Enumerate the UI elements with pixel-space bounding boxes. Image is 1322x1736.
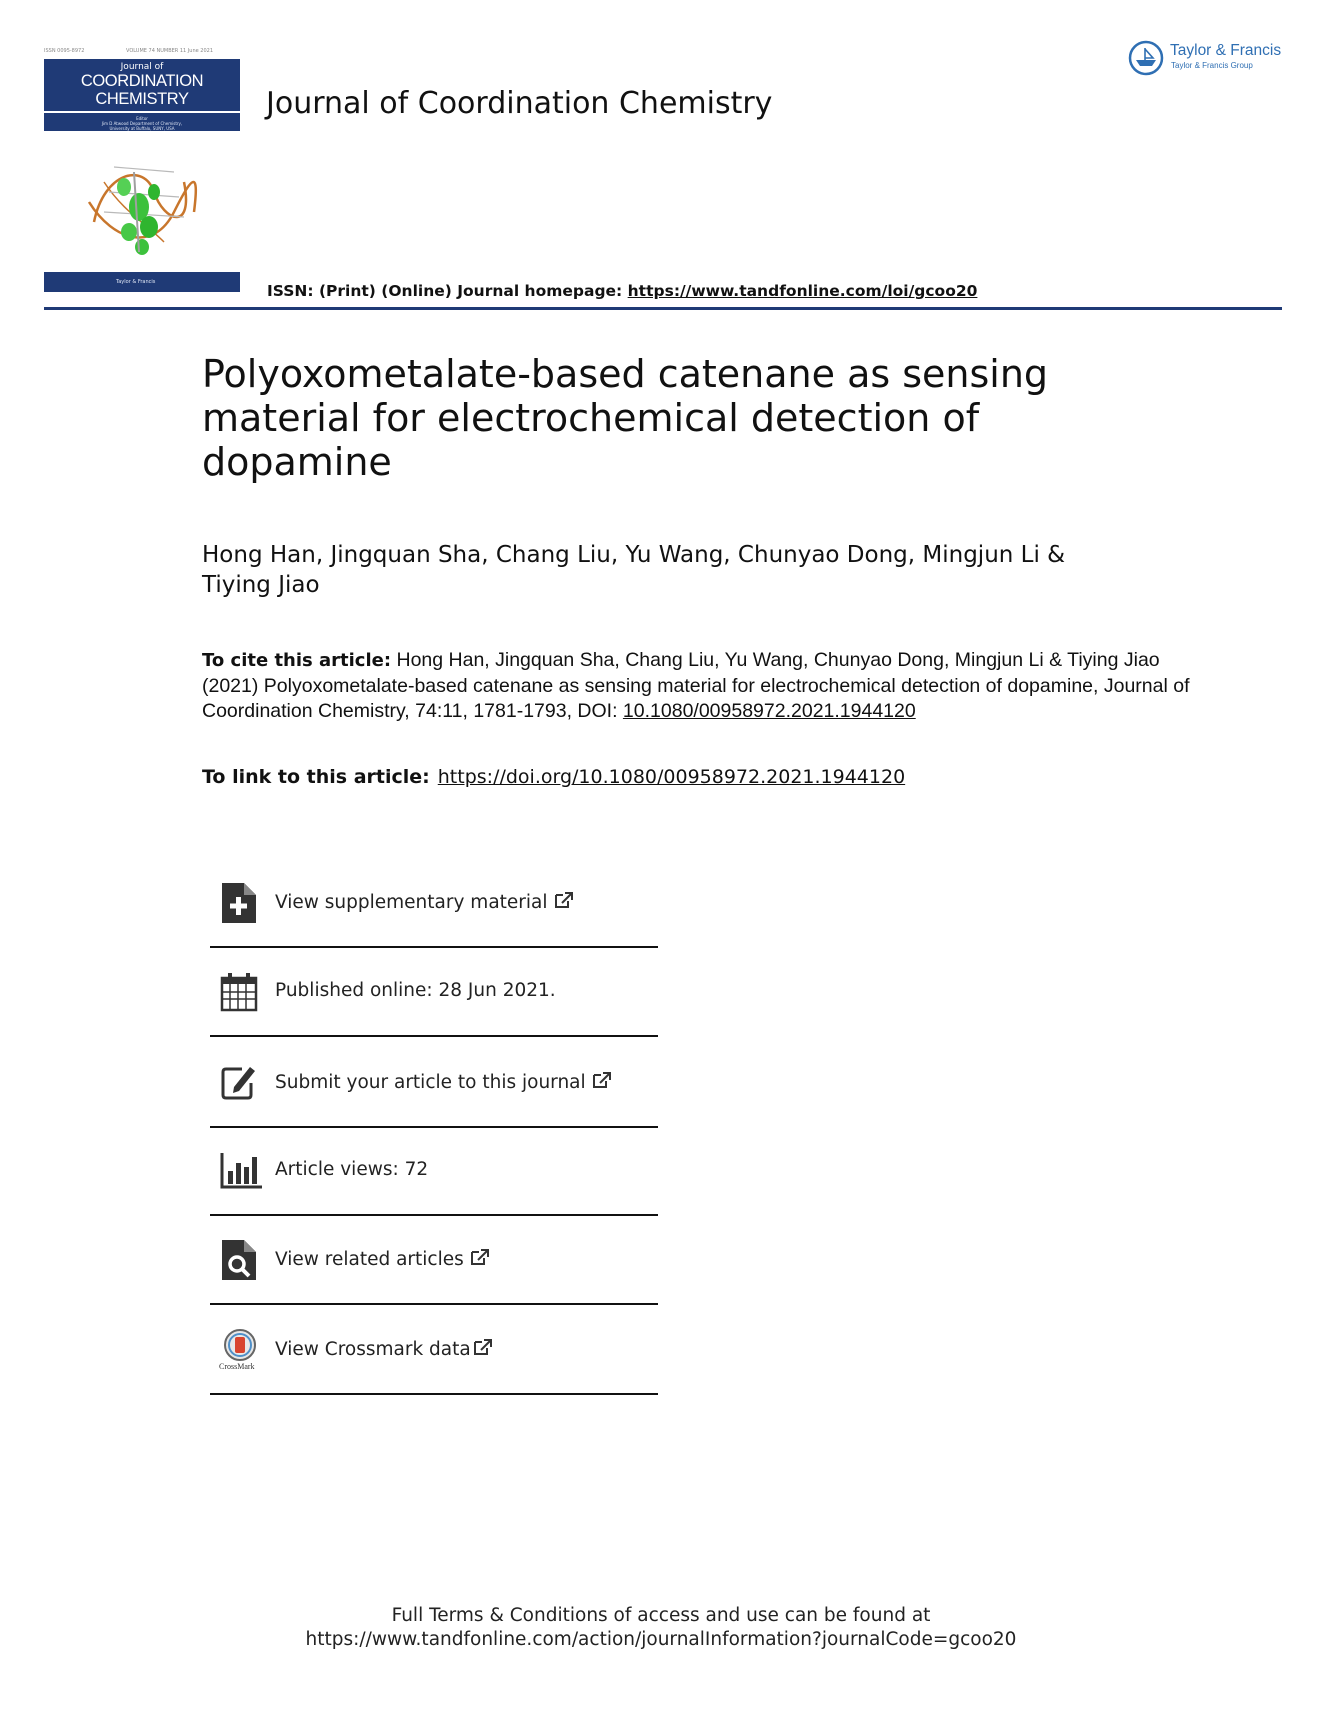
article-title: Polyoxometalate-based catenane as sensing material for electrochemical detection of dopamine [202, 352, 1049, 484]
supplementary-row[interactable] [210, 859, 658, 948]
article-authors: Hong Han, Jingquan Sha, Chang Liu, Yu Wang, Chunyao Dong, Mingjun Li & Tiying Jiao [202, 542, 1066, 598]
citation-doi-link[interactable]: 10.1080/00958972.2021.1944120 [622, 700, 916, 722]
article-doi-link[interactable]: https://doi.org/10.1080/00958972.2021.1944120 [437, 766, 906, 788]
taylor-francis-logo-icon [1128, 40, 1164, 76]
crossmark-icon [220, 1328, 260, 1372]
cover-subtitle: Journal of [120, 62, 164, 72]
footer-terms-link[interactable]: https://www.tandfonline.com/action/journalInformation?journalCode=gcoo20 [305, 1629, 1017, 1650]
publisher-name: Taylor & Francis [1170, 42, 1282, 59]
article-link-line [202, 766, 905, 788]
molecule-illustration [84, 152, 204, 262]
views-row [210, 1127, 658, 1216]
cover-editor-line3: University at Buffalo, SUNY, USA [109, 126, 175, 131]
citation-block [202, 648, 1202, 725]
submit-row[interactable] [210, 1039, 658, 1128]
journal-title: Journal of Coordination Chemistry [266, 86, 773, 121]
cover-editor-band [44, 113, 240, 131]
journal-cover-thumbnail [44, 48, 240, 292]
published-date: Published online: 28 Jun 2021. [275, 980, 556, 1001]
cover-title-band [44, 59, 240, 111]
issn-line [267, 282, 977, 300]
cover-top-strip [44, 48, 240, 58]
document-search-icon [220, 1238, 258, 1282]
cover-volume: VOLUME 74 NUMBER 11 June 2021 [126, 48, 213, 54]
footer [0, 1604, 1322, 1652]
header-divider [44, 307, 1282, 310]
row-divider [210, 1303, 658, 1305]
supplementary-label: View supplementary material [275, 892, 548, 913]
crossmark-link[interactable] [275, 1338, 493, 1360]
cover-publisher-band: Taylor & Francis [44, 272, 240, 292]
crossmark-badge [220, 1328, 260, 1362]
article-views: Article views: 72 [275, 1159, 429, 1180]
external-link-icon [592, 1071, 612, 1089]
citation-text: Hong Han, Jingquan Sha, Chang Liu, Yu Wang, Chunyao Dong, Mingjun Li & Tiying Jiao (2021) Polyoxometalate-based catenane as sensing material for electrochemical detection of dopamine, Journal of Coordination Chemistry, 74:11, 1781-1793, DOI: [202, 649, 1190, 722]
footer-terms-text: Full Terms & Conditions of access and use can be found at [391, 1605, 931, 1626]
publisher-group: Taylor & Francis Group [1171, 61, 1253, 70]
document-plus-icon [220, 881, 258, 925]
edit-icon [220, 1061, 258, 1105]
cover-issn: ISSN 0095-8972 [44, 48, 85, 54]
issn-text: ISSN: (Print) (Online) Journal homepage: [267, 282, 628, 300]
related-label: View related articles [275, 1249, 464, 1270]
external-link-icon [473, 1338, 493, 1356]
external-link-icon [554, 891, 574, 909]
bar-chart-icon [220, 1149, 264, 1193]
supplementary-link[interactable] [275, 891, 574, 913]
related-articles-link[interactable] [275, 1248, 490, 1270]
citation-label: To cite this article: [202, 650, 392, 671]
taylor-francis-logo[interactable] [1128, 38, 1288, 78]
submit-label: Submit your article to this journal [275, 1072, 586, 1093]
link-label: To link to this article: [202, 766, 430, 788]
cover-title-line1: COORDINATION [80, 72, 204, 90]
row-divider [210, 1035, 658, 1037]
cover-title-line2: CHEMISTRY [95, 90, 189, 108]
cover-editor-line1: Editor [136, 116, 148, 121]
row-divider [210, 1393, 658, 1395]
crossmark-label: View Crossmark data [275, 1339, 471, 1360]
cover-editor-line2: Jim D Atwood Department of Chemistry, [101, 121, 183, 126]
submit-article-link[interactable] [275, 1071, 612, 1093]
published-row [210, 948, 658, 1037]
crossmark-row[interactable] [210, 1306, 658, 1395]
journal-homepage-link[interactable]: https://www.tandfonline.com/loi/gcoo20 [627, 282, 978, 300]
related-row[interactable] [210, 1216, 658, 1305]
external-link-icon [470, 1248, 490, 1266]
crossmark-icon-label: CrossMark [219, 1362, 255, 1371]
calendar-icon [220, 970, 258, 1014]
